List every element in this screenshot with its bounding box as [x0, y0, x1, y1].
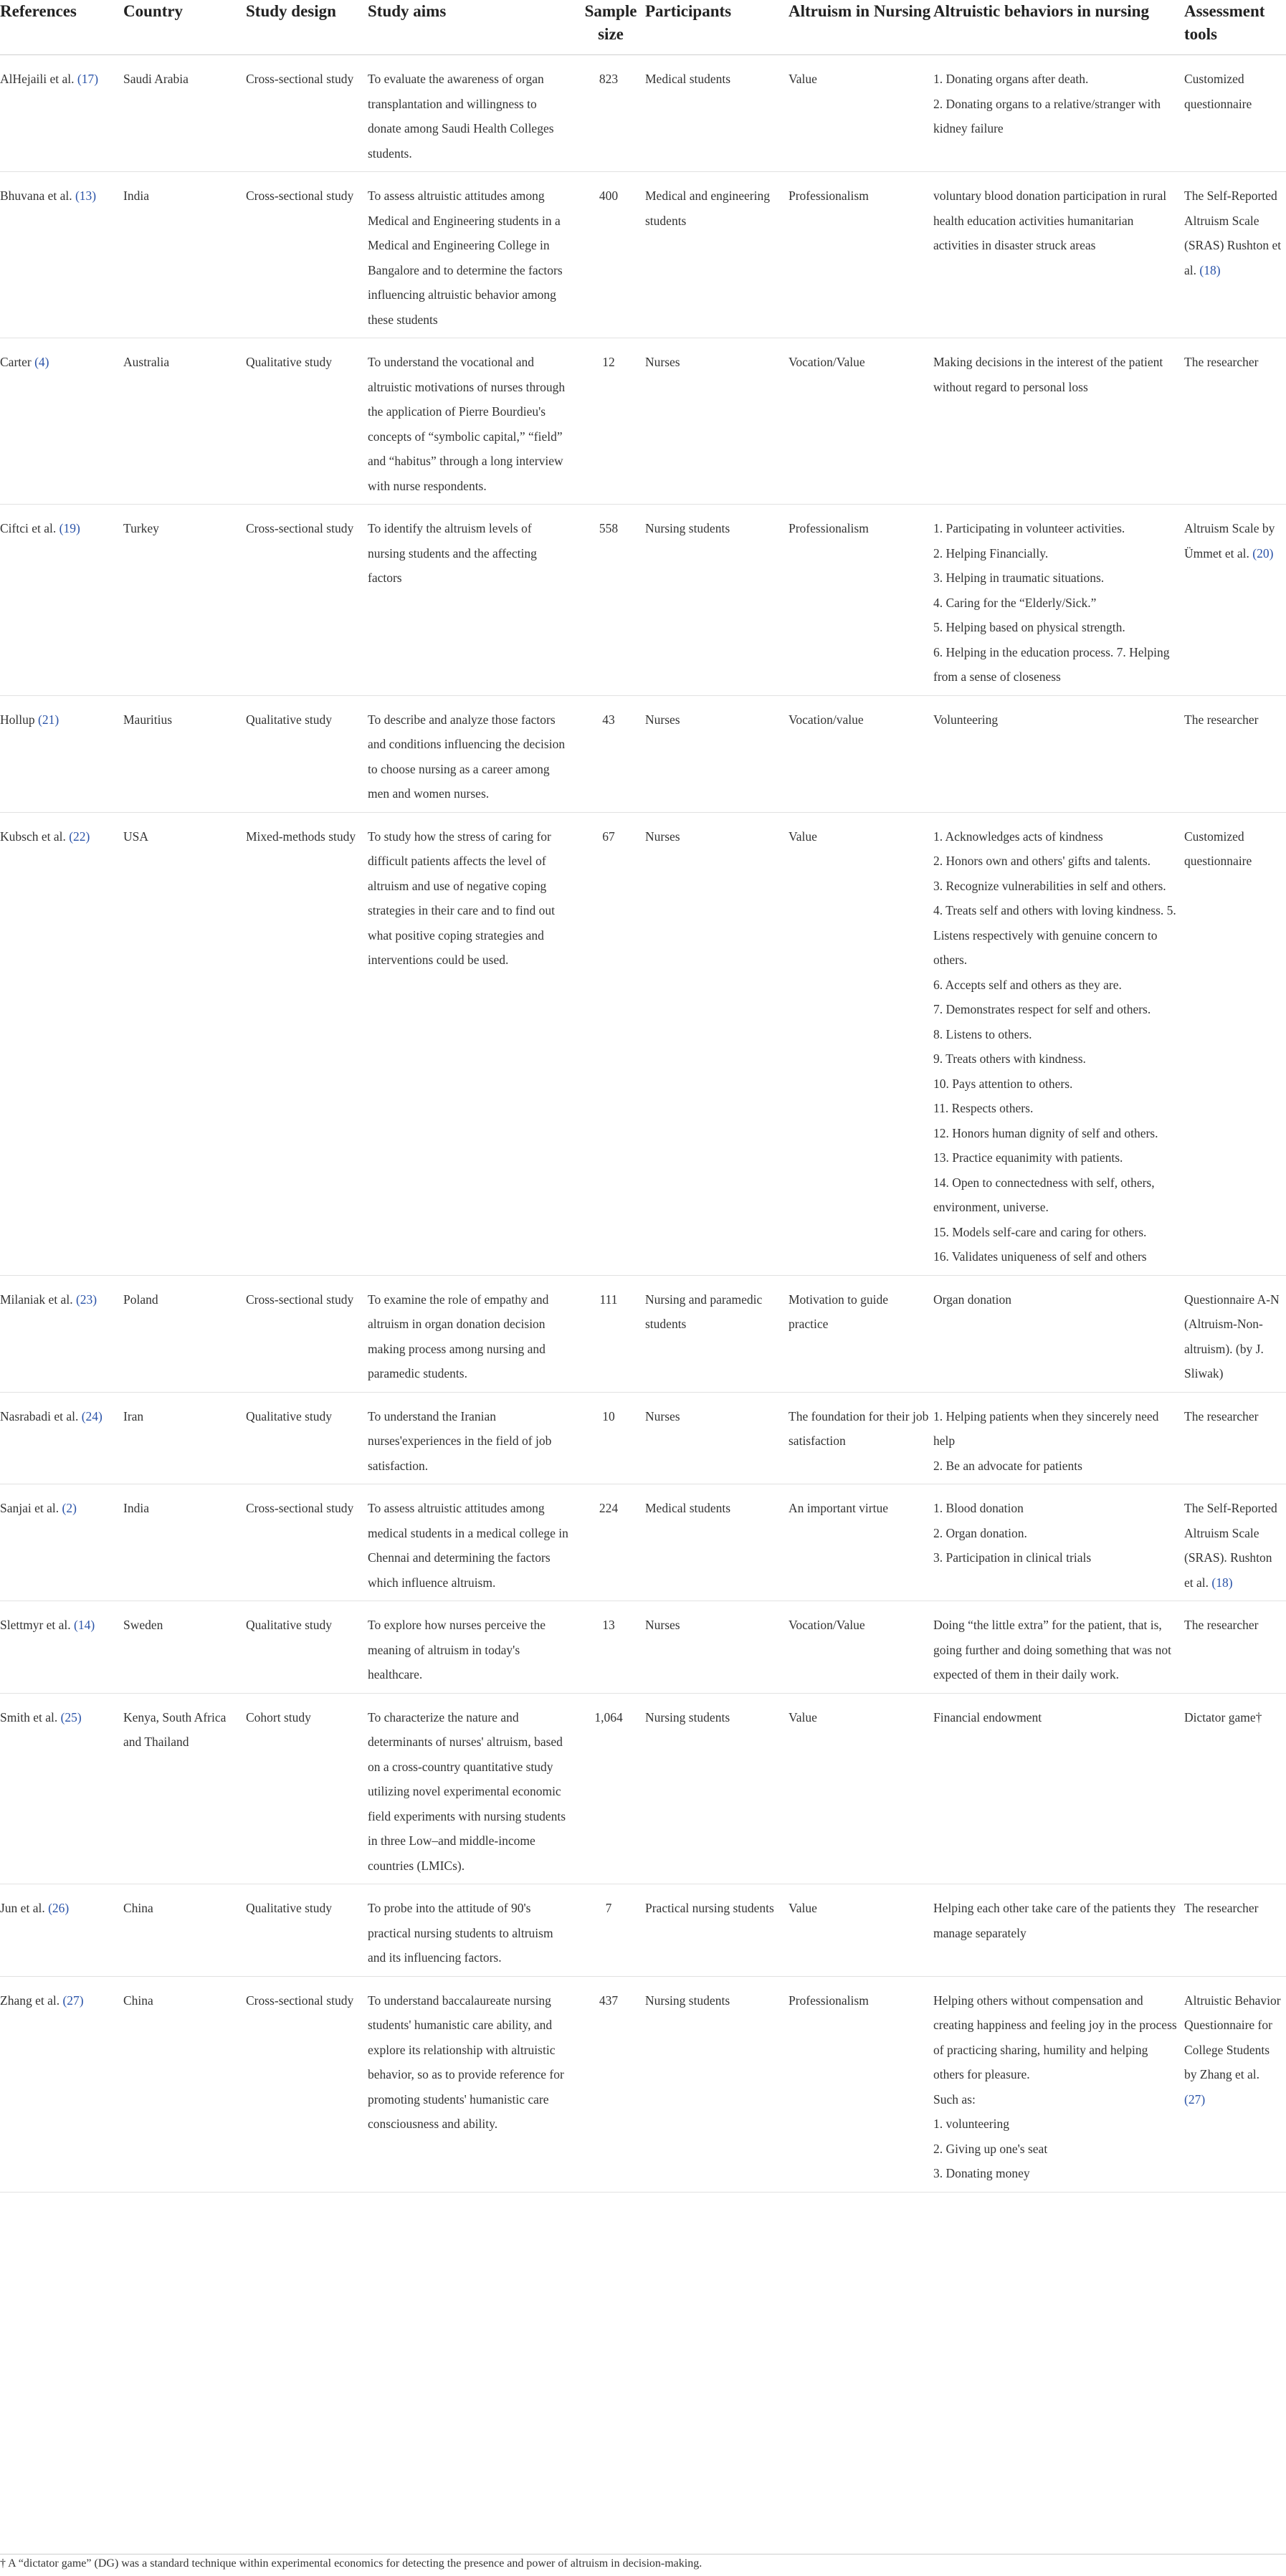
reference-citation-link[interactable]: (21): [38, 712, 59, 727]
cell-reference: [0, 1275, 123, 1392]
cell-study-aims: To evaluate the awareness of organ transplantation and willingness to donate among Saudi Health Colleges students.: [368, 72, 554, 161]
cell-country: China: [123, 1901, 153, 1915]
cell-study-aims: To examine the role of empathy and altruism in organ donation decision making process among nursing and paramedic students.: [368, 1292, 549, 1380]
cell-behaviors: [933, 1693, 1184, 1884]
header-behaviors: Altruistic behaviors in nursing: [933, 2, 1149, 20]
table-header-row: [0, 0, 1286, 55]
reference-citation-link[interactable]: (25): [60, 1709, 82, 1725]
tool-citation-link[interactable]: (20): [1252, 545, 1274, 560]
cell-behaviors: [933, 1884, 1184, 1977]
behavior-item: 1. Blood donation: [933, 1501, 1024, 1515]
behavior-item: 10. Pays attention to others.: [933, 1076, 1073, 1091]
cell-participants: Nurses: [645, 1618, 680, 1632]
cell-sample-size: 43: [602, 712, 615, 727]
header-country: Country: [123, 2, 184, 20]
table-row: [0, 812, 1286, 1275]
cell-sample-size: 67: [602, 829, 615, 844]
cell-participants: Medical and engineering students: [645, 189, 770, 228]
cell-sample-size: 10: [602, 1408, 615, 1423]
behavior-item: Financial endowment: [933, 1709, 1042, 1725]
behavior-item: 2. Organ donation.: [933, 1525, 1027, 1540]
cell-altruism: Value: [789, 829, 817, 844]
cell-study-aims: To explore how nurses perceive the meaning of altruism in today's healthcare.: [368, 1618, 546, 1681]
reference-author: Smith et al.: [0, 1709, 58, 1725]
cell-participants: Nursing students: [645, 1993, 730, 2008]
cell-reference: [0, 695, 123, 812]
behavior-item: 13. Practice equanimity with patients.: [933, 1150, 1123, 1165]
reference-citation-link[interactable]: (13): [75, 189, 97, 203]
behavior-item: 12. Honors human dignity of self and others.: [933, 1125, 1158, 1140]
cell-behaviors: [933, 1484, 1184, 1601]
cell-sample-size: 224: [599, 1501, 619, 1515]
behavior-item: 11. Respects others.: [933, 1101, 1034, 1115]
assessment-tool: Questionnaire A-N (Altruism-Non-altruism). (by J. Sliwak): [1184, 1292, 1280, 1380]
cell-country: Saudi Arabia: [123, 72, 189, 86]
cell-assessment-tools: [1184, 1601, 1286, 1694]
behavior-item: 1. Donating organs after death.: [933, 72, 1089, 86]
behavior-item: Volunteering: [933, 712, 999, 727]
reference-author: Sanjai et al.: [0, 1501, 59, 1515]
reference-author: Bhuvana et al.: [0, 189, 72, 203]
reference-author: Ciftci et al.: [0, 521, 57, 535]
header-sample-size: Sample size: [584, 2, 637, 43]
behavior-item: 2. Honors own and others' gifts and talents.: [933, 854, 1151, 868]
behavior-item: 2. Helping Financially.: [933, 545, 1049, 560]
cell-reference: [0, 55, 123, 172]
cell-study-aims: To describe and analyze those factors and conditions influencing the decision to choose nursing as a career among men and women nurses.: [368, 712, 566, 801]
reference-author: Carter: [0, 355, 32, 369]
behavior-item: 3. Recognize vulnerabilities in self and others.: [933, 878, 1166, 893]
reference-citation-link[interactable]: (19): [59, 521, 80, 535]
cell-altruism: Value: [789, 1709, 817, 1725]
cell-assessment-tools: [1184, 1884, 1286, 1977]
behavior-item: 3. Donating money: [933, 2166, 1030, 2180]
cell-reference: [0, 505, 123, 696]
cell-participants: Medical students: [645, 1501, 731, 1515]
cell-study-aims: To characterize the nature and determinants of nurses' altruism, based on a cross-country quantitative study utilizing novel experimental economic field experiments with nursing students in three Low–and middle-income countries (LMICs).: [368, 1709, 566, 1873]
table-row: [0, 172, 1286, 338]
assessment-tool: Customized questionnaire: [1184, 72, 1252, 111]
cell-study-aims: To assess altruistic attitudes among medical students in a medical college in Chennai and determining the factors which influence altruism.: [368, 1501, 568, 1590]
table-row: [0, 338, 1286, 505]
cell-altruism: Value: [789, 72, 817, 86]
behavior-item: 5. Helping based on physical strength.: [933, 620, 1125, 634]
table-row: [0, 1484, 1286, 1601]
cell-behaviors: [933, 1976, 1184, 2192]
tool-citation-link[interactable]: (18): [1211, 1575, 1233, 1590]
cell-study-aims: To study how the stress of caring for difficult patients affects the level of altruism and use of negative coping strategies in their care and to find out what positive coping strategies and interventions could be used.: [368, 829, 555, 967]
cell-reference: [0, 1392, 123, 1484]
assessment-tool: The researcher: [1184, 1901, 1259, 1915]
table-row: [0, 1884, 1286, 1977]
reference-author: Milaniak et al.: [0, 1292, 73, 1307]
table-row: [0, 1275, 1286, 1392]
behavior-item: 3. Helping in traumatic situations.: [933, 571, 1105, 585]
cell-altruism: Professionalism: [789, 521, 869, 535]
reference-citation-link[interactable]: (17): [77, 72, 99, 86]
behavior-item: 6. Helping in the education process. 7. Helping from a sense of closeness: [933, 644, 1170, 684]
cell-sample-size: 12: [602, 355, 615, 369]
reference-citation-link[interactable]: (2): [62, 1501, 77, 1515]
cell-altruism: An important virtue: [789, 1501, 889, 1515]
header-participants: Participants: [645, 2, 732, 20]
cell-altruism: Value: [789, 1901, 817, 1915]
cell-assessment-tools: [1184, 172, 1286, 338]
cell-study-design: Qualitative study: [246, 712, 333, 727]
header-references: References: [0, 2, 77, 20]
cell-behaviors: [933, 55, 1184, 172]
cell-behaviors: [933, 1601, 1184, 1694]
cell-study-aims: To understand the vocational and altruistic motivations of nurses through the application of Pierre Bourdieu's concepts of “symbolic capital,” “field” and “habitus” through a long interview with nurse respondents.: [368, 355, 566, 493]
cell-altruism: Motivation to guide practice: [789, 1292, 889, 1331]
cell-study-design: Cohort study: [246, 1709, 311, 1725]
cell-country: India: [123, 1501, 149, 1515]
reference-citation-link[interactable]: (4): [34, 355, 49, 369]
behavior-item: voluntary blood donation participation in rural health education activities humanitarian activities in disaster struck areas: [933, 189, 1167, 252]
table-row: [0, 505, 1286, 696]
cell-reference: [0, 1884, 123, 1977]
cell-study-design: Qualitative study: [246, 1408, 333, 1423]
assessment-tool: The Self-Reported Altruism Scale (SRAS). Rushton et al.: [1184, 1501, 1277, 1590]
reference-author: Nasrabadi et al.: [0, 1408, 79, 1423]
cell-behaviors: [933, 812, 1184, 1275]
cell-assessment-tools: [1184, 338, 1286, 505]
cell-study-design: Qualitative study: [246, 355, 333, 369]
cell-sample-size: 823: [599, 72, 619, 86]
reference-citation-link[interactable]: (23): [75, 1292, 97, 1307]
cell-study-aims: To assess altruistic attitudes among Medical and Engineering students in a Medical and Engineering College in Bangalore and to determine the factors influencing altruistic behavior among these students: [368, 189, 563, 327]
cell-reference: [0, 1693, 123, 1884]
cell-country: Australia: [123, 355, 170, 369]
behavior-item: Helping others without compensation and creating happiness and feeling joy in the process of practicing sharing, humility and helping others for pleasure.: [933, 1993, 1177, 2081]
reference-author: Hollup: [0, 712, 35, 727]
cell-altruism: Professionalism: [789, 189, 869, 203]
behavior-item: 1. Participating in volunteer activities.: [933, 521, 1125, 535]
cell-country: Mauritius: [123, 712, 173, 727]
cell-reference: [0, 1484, 123, 1601]
behavior-item: Organ donation: [933, 1292, 1012, 1307]
behavior-item: Helping each other take care of the patients they manage separately: [933, 1901, 1176, 1940]
behavior-item: 1. volunteering: [933, 2117, 1009, 2131]
behavior-item: Doing “the little extra” for the patient, that is, going further and doing something that was not expected of them in their daily work.: [933, 1618, 1171, 1681]
reference-author: Zhang et al.: [0, 1993, 60, 2008]
tool-citation-link[interactable]: (18): [1199, 262, 1221, 277]
cell-altruism: The foundation for their job satisfaction: [789, 1408, 929, 1448]
cell-country: Sweden: [123, 1618, 163, 1632]
cell-assessment-tools: [1184, 505, 1286, 696]
cell-assessment-tools: [1184, 1693, 1286, 1884]
cell-country: Iran: [123, 1408, 144, 1423]
cell-study-design: Cross-sectional study: [246, 1292, 354, 1307]
cell-behaviors: [933, 338, 1184, 505]
cell-sample-size: 400: [599, 189, 619, 203]
reference-author: Kubsch et al.: [0, 829, 66, 844]
behavior-item: 1. Acknowledges acts of kindness: [933, 829, 1103, 844]
cell-assessment-tools: [1184, 1392, 1286, 1484]
behavior-item: 16. Validates uniqueness of self and others: [933, 1249, 1147, 1264]
cell-participants: Nurses: [645, 712, 680, 727]
cell-country: Kenya, South Africa and Thailand: [123, 1709, 227, 1749]
cell-assessment-tools: [1184, 695, 1286, 812]
header-tools: Assessment tools: [1184, 2, 1265, 43]
cell-participants: Practical nursing students: [645, 1901, 774, 1915]
cell-assessment-tools: [1184, 1976, 1286, 2192]
reference-author: AlHejaili et al.: [0, 72, 75, 86]
reference-citation-link[interactable]: (14): [74, 1618, 95, 1632]
behavior-item: 2. Giving up one's seat: [933, 2141, 1048, 2156]
cell-study-design: Cross-sectional study: [246, 72, 354, 86]
cell-altruism: Vocation/Value: [789, 355, 865, 369]
behavior-item: 1. Helping patients when they sincerely need help: [933, 1408, 1159, 1448]
cell-sample-size: 558: [599, 521, 619, 535]
assessment-tool: Customized questionnaire: [1184, 829, 1252, 868]
cell-study-design: Cross-sectional study: [246, 1501, 354, 1515]
behavior-item: 8. Listens to others.: [933, 1026, 1032, 1041]
cell-behaviors: [933, 172, 1184, 338]
behavior-item: 9. Treats others with kindness.: [933, 1051, 1086, 1066]
cell-participants: Nursing and paramedic students: [645, 1292, 763, 1331]
assessment-tool: The Self-Reported Altruism Scale (SRAS) Rushton et al.: [1184, 189, 1282, 277]
cell-country: India: [123, 189, 149, 203]
reference-citation-link[interactable]: (26): [48, 1901, 70, 1915]
reference-citation-link[interactable]: (22): [69, 829, 90, 844]
assessment-tool: The researcher: [1184, 712, 1259, 727]
table-row: [0, 1601, 1286, 1694]
cell-participants: Nurses: [645, 829, 680, 844]
cell-reference: [0, 338, 123, 505]
behavior-item: 2. Donating organs to a relative/stranger with kidney failure: [933, 96, 1161, 135]
behavior-item: Such as:: [933, 2091, 976, 2107]
cell-participants: Nurses: [645, 1408, 680, 1423]
cell-study-design: Mixed-methods study: [246, 829, 356, 844]
table-row: [0, 1693, 1286, 1884]
cell-country: USA: [123, 829, 149, 844]
cell-study-aims: To understand the Iranian nurses'experiences in the field of job satisfaction.: [368, 1408, 552, 1473]
header-study-aims: Study aims: [368, 2, 447, 20]
cell-participants: Nurses: [645, 355, 680, 369]
behavior-item: 15. Models self-care and caring for others.: [933, 1224, 1147, 1239]
cell-study-design: Qualitative study: [246, 1618, 333, 1632]
assessment-tool: Altruism Scale by Ümmet et al.: [1184, 521, 1275, 560]
behavior-item: Making decisions in the interest of the patient without regard to personal loss: [933, 355, 1163, 394]
cell-reference: [0, 1601, 123, 1694]
cell-study-aims: To understand baccalaureate nursing students' humanistic care ability, and explore its relationship with altruistic behavior, so as to provide reference for promoting students' humanistic care consciousness and ability.: [368, 1993, 564, 2131]
cell-altruism: Vocation/value: [789, 712, 864, 727]
assessment-tool: Dictator game†: [1184, 1709, 1262, 1725]
table-footnote: † A “dictator game” (DG) was a standard technique within experimental economics for detecting the presence and power of altruism in decision-making.: [0, 2554, 1286, 2570]
reference-author: Slettmyr et al.: [0, 1618, 71, 1632]
cell-reference: [0, 172, 123, 338]
behavior-item: 6. Accepts self and others as they are.: [933, 977, 1122, 992]
behavior-item: 3. Participation in clinical trials: [933, 1550, 1092, 1565]
behavior-item: 7. Demonstrates respect for self and others.: [933, 1002, 1151, 1016]
assessment-tool: The researcher: [1184, 1618, 1259, 1632]
assessment-tool: Altruistic Behavior Questionnaire for College Students by Zhang et al.: [1184, 1993, 1281, 2081]
cell-altruism: Professionalism: [789, 1993, 869, 2008]
cell-reference: [0, 812, 123, 1275]
header-altruism: Altruism in Nursing: [789, 2, 931, 20]
cell-sample-size: 1,064: [594, 1709, 623, 1725]
cell-altruism: Vocation/Value: [789, 1618, 865, 1632]
cell-country: Poland: [123, 1292, 158, 1307]
cell-study-design: Cross-sectional study: [246, 1993, 354, 2008]
header-study-design: Study design: [246, 2, 336, 20]
cell-assessment-tools: [1184, 1275, 1286, 1392]
cell-sample-size: 13: [602, 1618, 615, 1632]
reference-citation-link[interactable]: (24): [81, 1408, 103, 1423]
cell-study-aims: To probe into the attitude of 90's practical nursing students to altruism and its influencing factors.: [368, 1901, 553, 1965]
cell-behaviors: [933, 1392, 1184, 1484]
cell-sample-size: 437: [599, 1993, 619, 2008]
assessment-tool: The researcher: [1184, 355, 1259, 369]
reference-citation-link[interactable]: (27): [62, 1993, 84, 2008]
table-row: [0, 1392, 1286, 1484]
table-body: [0, 55, 1286, 2193]
cell-assessment-tools: [1184, 812, 1286, 1275]
cell-reference: [0, 1976, 123, 2192]
cell-sample-size: 111: [599, 1292, 618, 1307]
reference-author: Jun et al.: [0, 1901, 45, 1915]
cell-country: Turkey: [123, 521, 159, 535]
table-row: [0, 1976, 1286, 2192]
behavior-item: 4. Caring for the “Elderly/Sick.”: [933, 595, 1097, 610]
cell-participants: Nursing students: [645, 1709, 730, 1725]
cell-country: China: [123, 1993, 153, 2008]
cell-behaviors: [933, 1275, 1184, 1392]
cell-study-design: Qualitative study: [246, 1901, 333, 1915]
cell-study-aims: To identify the altruism levels of nursing students and the affecting factors: [368, 521, 537, 585]
table-row: [0, 695, 1286, 812]
cell-assessment-tools: [1184, 1484, 1286, 1601]
cell-participants: Medical students: [645, 72, 731, 86]
cell-behaviors: [933, 505, 1184, 696]
cell-study-design: Cross-sectional study: [246, 521, 354, 535]
cell-behaviors: [933, 695, 1184, 812]
table-row: [0, 55, 1286, 172]
behavior-item: 4. Treats self and others with loving kindness. 5. Listens respectively with genuine concern to others.: [933, 903, 1176, 967]
cell-study-design: Cross-sectional study: [246, 189, 354, 203]
behavior-item: 2. Be an advocate for patients: [933, 1458, 1082, 1473]
behavior-item: 14. Open to connectedness with self, others, environment, universe.: [933, 1175, 1155, 1214]
cell-sample-size: 7: [605, 1901, 612, 1915]
tool-citation-link[interactable]: (27): [1184, 2091, 1206, 2107]
assessment-tool: The researcher: [1184, 1408, 1259, 1423]
cell-participants: Nursing students: [645, 521, 730, 535]
cell-assessment-tools: [1184, 55, 1286, 172]
